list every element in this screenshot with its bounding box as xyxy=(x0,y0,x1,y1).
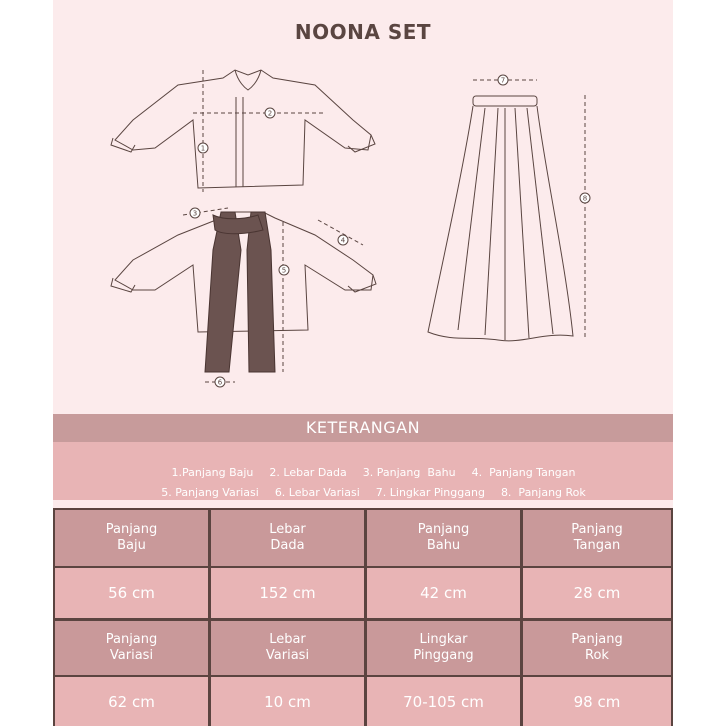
legend-item: 3. Panjang Bahu xyxy=(362,466,456,479)
marker-label-5: 5 xyxy=(281,266,287,275)
header-cell-panjang-baju: Panjang Baju xyxy=(55,510,208,566)
value-cell-panjang-variasi: 62 cm xyxy=(55,677,208,726)
header-cell-panjang-rok: Panjang Rok xyxy=(523,621,671,675)
value-cell-panjang-tangan: 28 cm xyxy=(523,568,671,618)
header-cell-lebar-variasi: Lebar Variasi xyxy=(211,621,364,675)
legend-item: 8. Panjang Rok xyxy=(500,486,586,499)
skirt-drawing xyxy=(428,96,573,341)
marker-label-7: 7 xyxy=(500,76,506,85)
legend-item: 7. Lingkar Pinggang xyxy=(375,486,485,499)
measurement-table xyxy=(53,508,673,726)
jacket-front-drawing xyxy=(111,70,375,188)
marker-label-6: 6 xyxy=(217,378,223,387)
header-cell-panjang-variasi: Panjang Variasi xyxy=(55,621,208,675)
legend-item: 4. Panjang Tangan xyxy=(471,466,576,479)
legend-item: 6. Lebar Variasi xyxy=(274,486,360,499)
legend-item: 5. Panjang Variasi xyxy=(161,486,259,499)
legend-item: 2. Lebar Dada xyxy=(269,466,347,479)
legend-row-2 xyxy=(53,473,673,512)
header-cell-lingkar-pinggang: Lingkar Pinggang xyxy=(367,621,520,675)
value-cell-lebar-dada: 152 cm xyxy=(211,568,364,618)
header-cell-lebar-dada: Lebar Dada xyxy=(211,510,364,566)
size-chart-sheet xyxy=(53,0,673,726)
marker-label-2: 2 xyxy=(267,109,273,118)
legend-item: 1.Panjang Baju xyxy=(171,466,254,479)
scarf-variation-drawing xyxy=(205,212,275,372)
value-cell-lingkar-pinggang: 70-105 cm xyxy=(367,677,520,726)
marker-label-1: 1 xyxy=(200,144,206,153)
garment-illustration xyxy=(53,50,673,410)
value-cell-panjang-rok: 98 cm xyxy=(523,677,671,726)
value-cell-panjang-baju: 56 cm xyxy=(55,568,208,618)
legend-heading: KETERANGAN xyxy=(53,414,673,442)
marker-label-4: 4 xyxy=(340,236,346,245)
page-title: NOONA SET xyxy=(294,20,432,44)
value-cell-panjang-bahu: 42 cm xyxy=(367,568,520,618)
header-cell-panjang-bahu: Panjang Bahu xyxy=(367,510,520,566)
header-cell-panjang-tangan: Panjang Tangan xyxy=(523,510,671,566)
value-cell-lebar-variasi: 10 cm xyxy=(211,677,364,726)
legend-body xyxy=(53,442,673,500)
marker-label-8: 8 xyxy=(582,194,588,203)
marker-label-3: 3 xyxy=(192,209,198,218)
